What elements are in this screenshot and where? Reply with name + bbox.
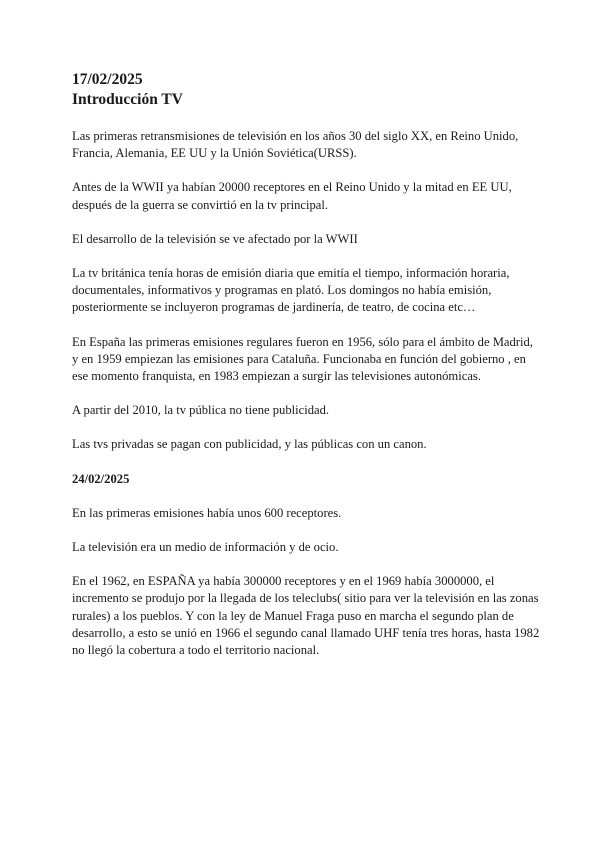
paragraph: En el 1962, en ESPAÑA ya había 300000 receptores y en el 1969 había 3000000, el incremento se produjo por la llegada de los teleclubs( sitio para ver la televisión en las zonas rurales) a los pueblos. Y con la ley de Manuel Fraga puso en marcha el segundo plan de desarrollo, a esto se unió en 1966 el segundo canal llamado UHF tenía tres horas, hasta 1982 no llegó la cobertura a todo el territorio nacional. [72, 574, 540, 658]
page-title: Introducción TV [72, 91, 183, 108]
paragraph: A partir del 2010, la tv pública no tiene publicidad. [72, 403, 330, 418]
paragraph: Las primeras retransmisiones de televisión en los años 30 del siglo XX, en Reino Unido, Francia, Alemania, EE UU y la Unión Soviética(URSS). [72, 129, 519, 161]
date-subheading: 24/02/2025 [72, 471, 130, 486]
paragraph: La tv británica tenía horas de emisión diaria que emitía el tiempo, información horaria, documentales, informativos y programas en plató. Los domingos no había emisión, posteriormente se incluyeron programas de jardinería, de teatro, de cocina etc… [72, 266, 510, 315]
paragraph: En España las primeras emisiones regulares fueron en 1956, sólo para el ámbito de Madrid, y en 1959 empiezan las emisiones para Cataluña. Funcionaba en función del gobierno , en ese momento franquista, en 1983 empiezan a surgir las televisiones autonómicas. [72, 334, 533, 384]
date-heading: 17/02/2025 [72, 71, 143, 88]
paragraph: Antes de la WWII ya habían 20000 receptores en el Reino Unido y la mitad en EE UU, después de la guerra se convirtió en la tv principal. [72, 180, 512, 212]
paragraph: Las tvs privadas se pagan con publicidad, y las públicas con un canon. [72, 437, 427, 452]
paragraph: En las primeras emisiones había unos 600 receptores. [72, 505, 342, 520]
paragraph: El desarrollo de la televisión se ve afectado por la WWII [72, 231, 358, 246]
paragraph: La televisión era un medio de información y de ocio. [72, 540, 339, 555]
document-page [72, 70, 542, 676]
